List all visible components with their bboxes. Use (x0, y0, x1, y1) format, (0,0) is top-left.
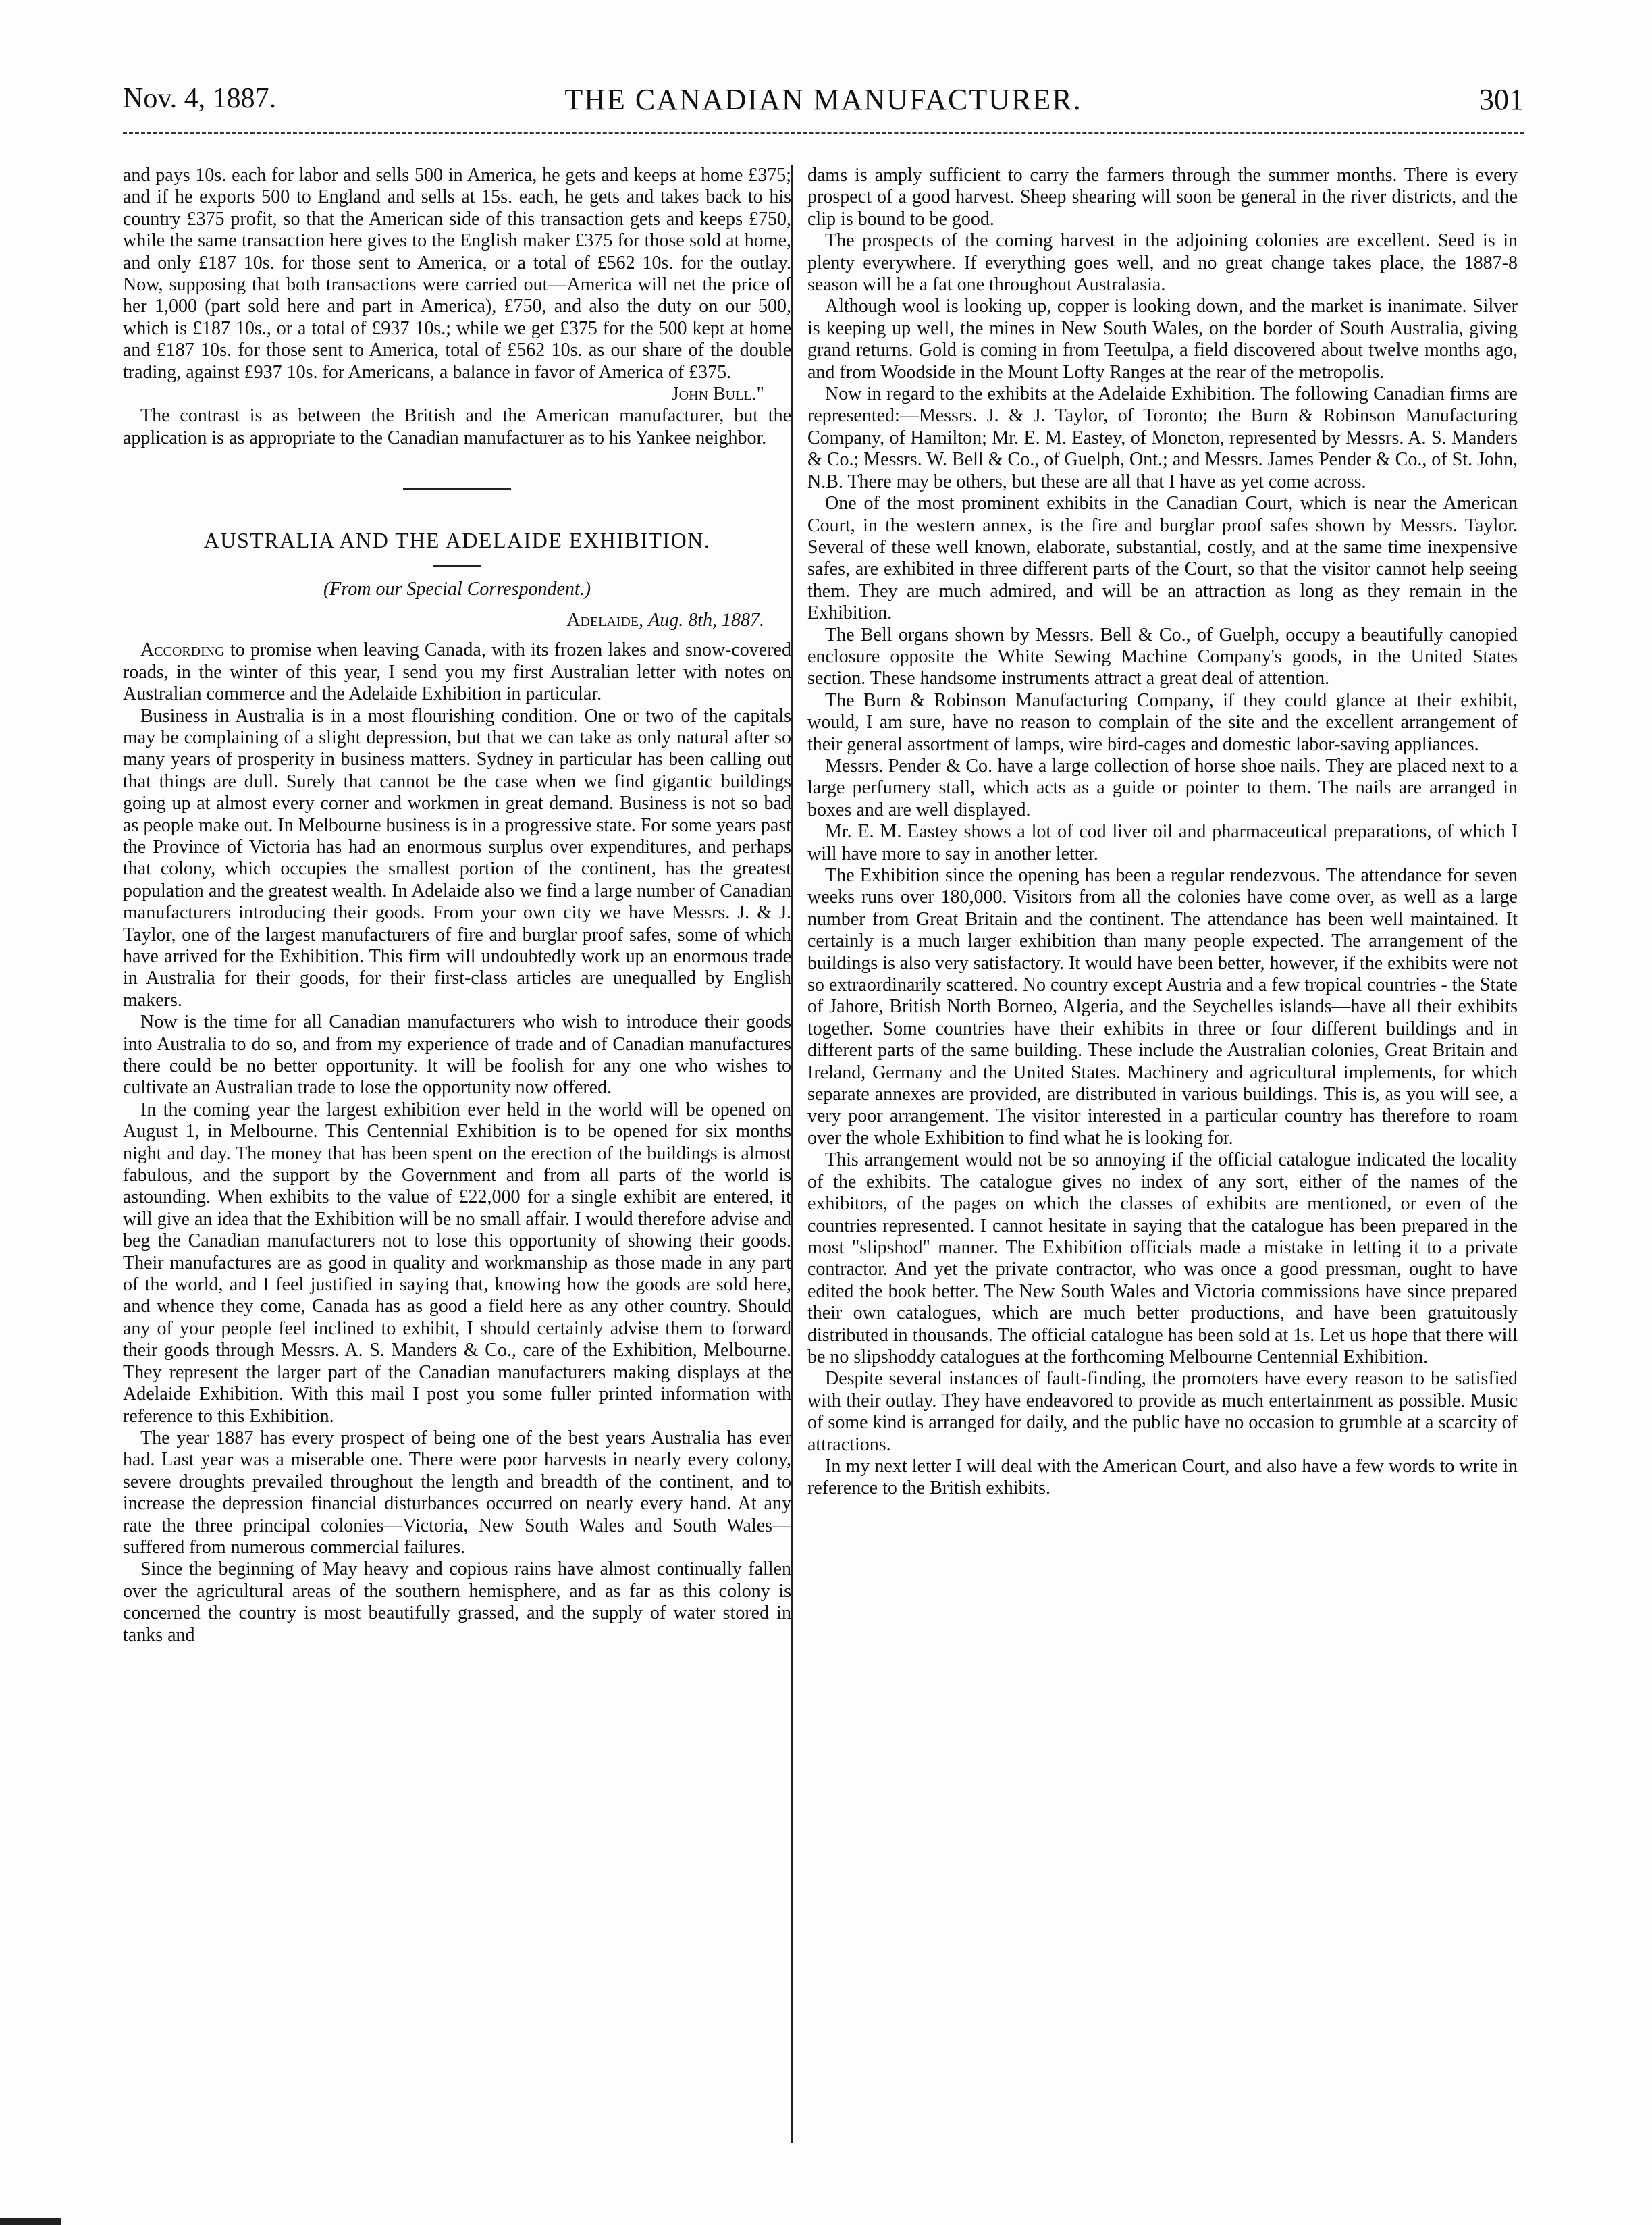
running-head (123, 82, 1524, 123)
left-column (123, 165, 791, 1646)
article-paragraph: The year 1887 has every prospect of being one of the best years Australia has ever had. Last year was a miserable one. There were poor harvests in nearly every colony, severe droughts prevailed throughout the length and breadth of the continent, and to increase the depression financial disturbances occurred on nearly every hand. At any rate the three principal colonies—Victoria, New South Wales and South Wales—suffered from numerous commercial failures. (123, 1427, 791, 1558)
article-paragraph: One of the most prominent exhibits in the Canadian Court, which is near the American Court, in the western annex, is the fire and burglar proof safes shown by Messrs. Taylor. Several of these well known, elaborate, substantial, costly, and at the same time inexpensive safes, are exhibited in three different parts of the Court, so that the visitor cannot help seeing them. They are much admired, and will be an attraction as long as they remain in the Exhibition. (807, 493, 1518, 624)
article-paragraph: The Burn & Robinson Manufacturing Company, if they could glance at their exhibit, would, I am sure, have no reason to complain of the site and the excellent arrangement of their general assortment of lamps, wire bird-cages and domestic labor-saving appliances. (807, 689, 1518, 755)
lead-words: According (140, 639, 225, 661)
article-paragraph: The prospects of the coming harvest in the adjoining colonies are excellent. Seed is in plenty everywhere. If everything goes well, and no great change takes place, the 1887-8 season will be a fat one throughout Australasia. (807, 230, 1518, 296)
article-paragraph: Despite several instances of fault-finding, the promoters have every reason to be satisfied with their outlay. They have endeavored to provide as much entertainment as possible. Music of some kind is arranged for daily, and the public have no occasion to grumble at a scarcity of attractions. (807, 1368, 1518, 1455)
lead-paragraph-text: to promise when leaving Canada, with its frozen lakes and snow-covered roads, in the winter of this year, I send you my first Australian letter with notes on Australian commerce and the Adelaide Exhibition in particular. (123, 639, 791, 705)
article-paragraph (123, 639, 791, 705)
publication-title: THE CANADIAN MANUFACTURER. (564, 83, 1082, 116)
column-divider (791, 165, 793, 2143)
article-dateline (123, 610, 791, 631)
article-paragraph: Since the beginning of May heavy and copious rains have almost continually fallen over the agricultural areas of the southern hemisphere, and as far as this colony is concerned the country is most beautifully grassed, and the supply of water stored in tanks and (123, 1559, 791, 1646)
header-rule (123, 132, 1524, 134)
page-number: 301 (1479, 83, 1524, 116)
continued-paragraph: and pays 10s. each for labor and sells 500 in America, he gets and keeps at home £375; and if he exports 500 to England and sells at 15s. each, he gets and takes back to his country £375 profit, so that the American side of this transaction gets and keeps £750, while the same transaction here gives to the English maker £375 for those sold at home, and only £187 10s. for those sent to America, or a total of £562 10s. for the outlay. Now, supposing that both transactions were carried out—America will net the price of her 1,000 (part sold here and part in America), £750, and also the duty on our 500, which is £187 10s., or a total of £937 10s.; while we get £375 for the 500 kept at home and £187 10s. for those sent to America, total of £562 10s. as our share of the double trading, against £937 10s. for Americans, a balance in favor of America of £375. (123, 165, 791, 383)
article-title: AUSTRALIA AND THE ADELAIDE EXHIBITION. (203, 528, 711, 553)
article-paragraph: The Bell organs shown by Messrs. Bell & Co., of Guelph, occupy a beautifully canopied enclosure opposite the White Sewing Machine Company's goods, in the United States section. These handsome instruments attract a great deal of attention. (807, 624, 1518, 689)
article-separator (403, 488, 511, 490)
issue-date: Nov. 4, 1887. (123, 83, 277, 114)
right-column (807, 165, 1518, 1500)
article-paragraph: Business in Australia is in a most flourishing condition. One or two of the capitals may be complaining of a slight depression, but that we can take as only natural after so many years of prosperity in business matters. Sydney in particular has been calling out that things are dull. Surely that cannot be the case when we find gigantic buildings going up at almost every corner and workmen in great demand. Business is not so bad as people make out. In Melbourne business is in a progressive state. For some years past the Province of Victoria has had an enormous surplus over expenditures, and perhaps that colony, which occupies the smallest portion of the continent, has the greatest population and the greatest wealth. In Adelaide also we find a large number of Canadian manufacturers introducing their goods. From your own city we have Messrs. J. & J. Taylor, one of the largest manufacturers of fire and burglar proof safes, some of which have arrived for the Exhibition. This firm will undoubtedly work up an enormous trade in Australia for their goods, for their first-class articles are unequalled by English makers. (123, 705, 791, 1011)
article-paragraph: This arrangement would not be so annoying if the official catalogue indicated the locality of the exhibits. The catalogue gives no index of any sort, either of the names of the exhibitors, of the pages on which the classes of exhibits are mentioned, or even of the countries represented. I cannot hesitate in saying that the catalogue has been prepared in the most "slipshod" manner. The Exhibition officials made a mistake in letting it to a private contractor. And yet the private contractor, who was once a good pressman, ought to have edited the book better. The New South Wales and Victoria commissions have since prepared their own catalogues, which are much better productions, and have been gratuitously distributed in thousands. The official catalogue has been sold at 1s. Let us hope that there will be no slipshoddy catalogues at the forthcoming Melbourne Centennial Exhibition. (807, 1149, 1518, 1367)
article-paragraph: The Exhibition since the opening has been a regular rendezvous. The attendance for seven weeks runs over 180,000. Visitors from all the colonies have come over, as well as a large number from Great Britain and the continent. The attendance has been well maintained. It certainly is a much larger exhibition than many people expected. The arrangement of the buildings is also very satisfactory. It would have been better, however, if the exhibits were not so extraordinarily scattered. No country except Austria and a few tropical countries - the State of Jahore, British North Borneo, Algeria, and the Seychelles islands—have all their exhibits together. Some countries have their exhibits in three or four different buildings and in different parts of the same building. These include the Australian colonies, Great Britain and Ireland, Germany and the United States. Machinery and agricultural implements, for which separate annexes are provided, are distributed in various buildings. This is, as you will see, a very poor arrangement. The visitor interested in a particular country has therefore to roam over the whole Exhibition to find what he is looking for. (807, 865, 1518, 1149)
dateline-place: Adelaide, (566, 610, 644, 631)
dateline-date: Aug. 8th, 1887. (648, 610, 764, 631)
article-paragraph: In my next letter I will deal with the American Court, and also have a few words to write in reference to the British exhibits. (807, 1455, 1518, 1499)
article-paragraph: Now is the time for all Canadian manufacturers who wish to introduce their goods into Australia to do so, and from my experience of trade and of Canadian manufactures there could be no better opportunity. It will be foolish for any one who wishes to cultivate an Australian trade to lose the opportunity now offered. (123, 1012, 791, 1099)
letter-signature: John Bull." (671, 384, 764, 405)
article-paragraph: Messrs. Pender & Co. have a large collection of horse shoe nails. They are placed next to a large perfumery stall, which acts as a guide or pointer to them. The nails are arranged in boxes and are well displayed. (807, 755, 1518, 820)
article-paragraph: Now in regard to the exhibits at the Adelaide Exhibition. The following Canadian firms are represented:—Messrs. J. & J. Taylor, of Toronto; the Burn & Robinson Manufacturing Company, of Hamilton; Mr. E. M. Eastey, of Moncton, represented by Messrs. A. S. Manders & Co.; Messrs. W. Bell & Co., of Guelph, Ont.; and Messrs. James Pender & Co., of St. John, N.B. There may be others, but these are all that I have as yet come across. (807, 384, 1518, 492)
article-paragraph: In the coming year the largest exhibition ever held in the world will be opened on August 1, in Melbourne. This Centennial Exhibition is to be opened for six months night and day. The money that has been spent on the erection of the buildings is almost fabulous, and the support by the Government and from all parts of the world is astounding. When exhibits to the value of £22,000 for a single exhibit are entered, it will give an idea that the Exhibition will be no small affair. I would therefore advise and beg the Canadian manufacturers not to lose this opportunity of showing their goods. Their manufactures are as good in quality and workmanship as those made in any part of the world, and I feel justified in saying that, knowing how the goods are sold here, and whence they come, Canada has as good a field here as any other country. Should any of your people feel inclined to exhibit, I should certainly advise them to forward their goods through Messrs. A. S. Manders & Co., care of the Exhibition, Melbourne. They represent the larger part of the Canadian manufacturers making displays at the Adelaide Exhibition. With this mail I post you some fuller printed information with reference to this Exhibition. (123, 1099, 791, 1427)
article-paragraph: Mr. E. M. Eastey shows a lot of cod liver oil and pharmaceutical preparations, of which I will have more to say in another letter. (807, 821, 1518, 864)
article-subtitle: (From our Special Correspondent.) (323, 579, 591, 600)
page-edge-mark (0, 2218, 61, 2225)
contrast-paragraph: The contrast is as between the British and the American manufacturer, but the application is as appropriate to the Canadian manufacturer as to his Yankee neighbor. (123, 405, 791, 448)
article-paragraph: Although wool is looking up, copper is looking down, and the market is inanimate. Silver is keeping up well, the mines in New South Wales, on the border of South Australia, giving grand returns. Gold is coming in from Teetulpa, a field discovered about twelve months ago, and from Woodside in the Mount Lofty Ranges at the rear of the metropolis. (807, 296, 1518, 383)
article-paragraph: dams is amply sufficient to carry the farmers through the summer months. There is every prospect of a good harvest. Sheep shearing will soon be general in the river districts, and the clip is bound to be good. (807, 165, 1518, 230)
title-rule (433, 565, 481, 567)
